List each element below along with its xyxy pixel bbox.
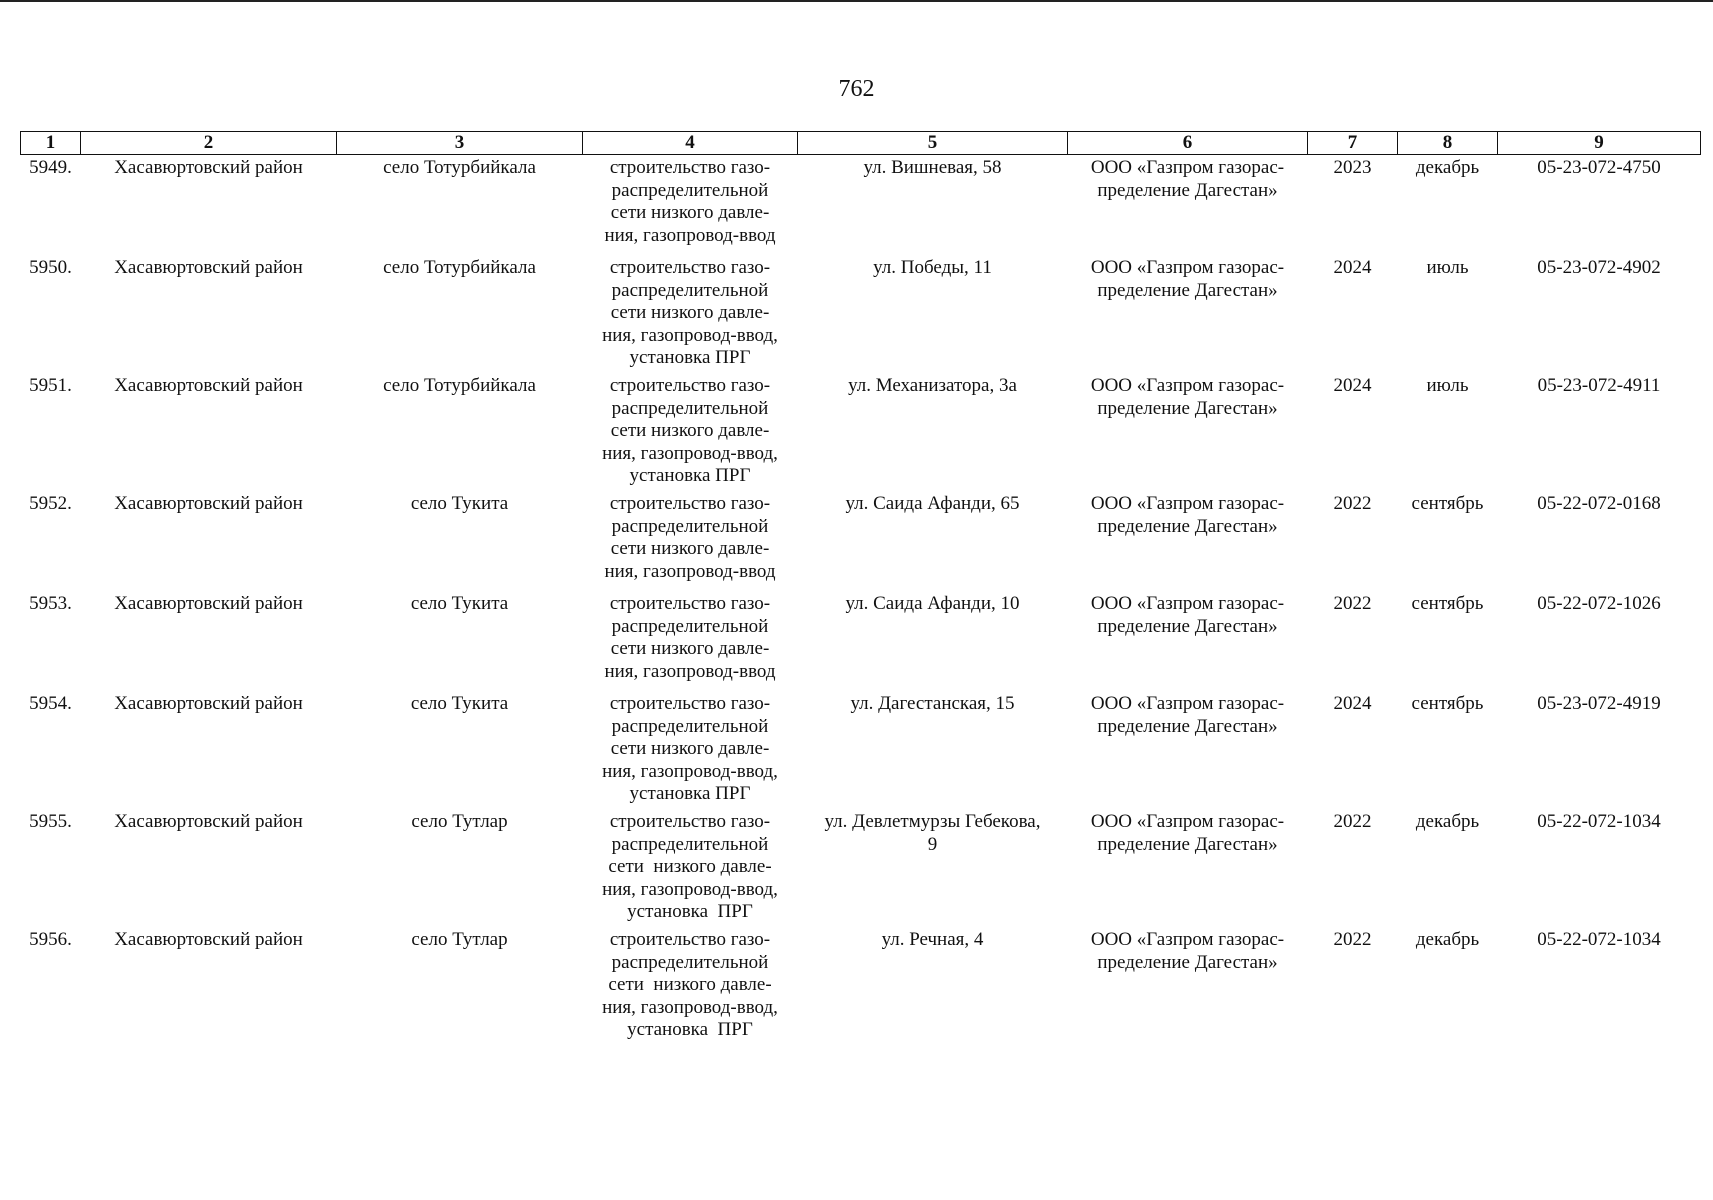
address-cell: ул. Саида Афанди, 10: [845, 593, 1020, 614]
village-cell: село Тутлар: [411, 811, 508, 832]
table-row: [21, 809, 1701, 927]
table-row: [21, 927, 1701, 1045]
organization-cell-line: ООО «Газпром газорас-: [1090, 593, 1285, 614]
village-cell: село Тотурбийкала: [383, 157, 536, 178]
column-header-6: 6: [1068, 132, 1308, 155]
work-description-cell-line: установка ПРГ: [629, 347, 751, 368]
district-cell: Хасавюртовский район: [114, 593, 303, 614]
village-cell: село Тукита: [410, 593, 509, 614]
district-cell: Хасавюртовский район: [114, 493, 303, 514]
work-description-cell-line: распределительной: [611, 179, 769, 201]
column-header-3: 3: [337, 132, 583, 155]
year-cell: 2024: [1333, 375, 1372, 396]
year-cell: 2024: [1333, 257, 1372, 278]
code-cell: 05-22-072-1034: [1537, 811, 1661, 832]
month-cell: сентябрь: [1411, 493, 1484, 514]
address-cell: ул. Механизатора, 3а: [848, 375, 1017, 396]
work-description-cell-line: строительство газо-: [609, 493, 771, 514]
row-number: 5956.: [29, 929, 72, 950]
organization-cell-line: пределение Дагестан»: [1097, 951, 1278, 973]
work-description-cell-line: строительство газо-: [609, 157, 771, 178]
column-header-5: 5: [798, 132, 1068, 155]
code-cell: 05-22-072-1026: [1537, 593, 1661, 614]
organization-cell-line: ООО «Газпром газорас-: [1090, 693, 1285, 714]
column-header-8: 8: [1398, 132, 1498, 155]
column-header-7: 7: [1308, 132, 1398, 155]
column-header-1: 1: [21, 132, 81, 155]
work-description-cell-line: установка ПРГ: [629, 465, 751, 486]
row-number: 5951.: [29, 375, 72, 396]
year-cell: 2022: [1333, 593, 1372, 614]
organization-cell: [1068, 373, 1308, 491]
column-header-2: 2: [81, 132, 337, 155]
table-header-row: [21, 132, 1701, 155]
organization-cell: [1068, 491, 1308, 591]
organization-cell-line: пределение Дагестан»: [1097, 515, 1278, 537]
work-description-cell-line: сети низкого давле-: [610, 202, 770, 223]
work-description-cell: [583, 491, 798, 591]
address-cell: [798, 809, 1068, 927]
work-description-cell-line: строительство газо-: [609, 593, 771, 614]
work-description-cell-line: строительство газо-: [609, 811, 771, 832]
work-description-cell-line: строительство газо-: [609, 693, 771, 714]
year-cell: 2022: [1333, 811, 1372, 832]
work-description-cell-line: распределительной: [611, 279, 769, 301]
organization-cell-line: пределение Дагестан»: [1097, 715, 1278, 737]
row-number: 5949.: [29, 157, 72, 178]
row-number: 5953.: [29, 593, 72, 614]
work-description-cell-line: сети низкого давле-: [608, 974, 772, 995]
organization-cell: [1068, 927, 1308, 1045]
table-row: [21, 255, 1701, 373]
work-description-cell-line: сети низкого давле-: [610, 638, 770, 659]
code-cell: 05-22-072-1034: [1537, 929, 1661, 950]
organization-cell: [1068, 809, 1308, 927]
village-cell: село Тотурбийкала: [383, 257, 536, 278]
address-cell: ул. Речная, 4: [881, 929, 984, 950]
table-row: [21, 155, 1701, 256]
work-description-cell: [583, 591, 798, 691]
village-cell: село Тотурбийкала: [383, 375, 536, 396]
work-description-cell-line: установка ПРГ: [627, 901, 753, 922]
work-description-cell-line: распределительной: [611, 515, 769, 537]
month-cell: декабрь: [1415, 157, 1480, 178]
work-description-cell-line: ния, газопровод-ввод,: [602, 442, 778, 464]
address-cell: ул. Дагестанская, 15: [850, 693, 1015, 714]
district-cell: Хасавюртовский район: [114, 257, 303, 278]
code-cell: 05-23-072-4919: [1537, 693, 1661, 714]
address-cell: ул. Победы, 11: [873, 257, 992, 278]
code-cell: 05-23-072-4902: [1537, 257, 1661, 278]
month-cell: июль: [1426, 375, 1469, 396]
work-description-cell-line: ния, газопровод-ввод,: [602, 760, 778, 782]
work-description-cell: [583, 927, 798, 1045]
village-cell: село Тукита: [410, 693, 509, 714]
district-cell: Хасавюртовский район: [114, 375, 303, 396]
district-cell: Хасавюртовский район: [114, 157, 303, 178]
organization-cell: [1068, 691, 1308, 809]
organization-cell-line: пределение Дагестан»: [1097, 179, 1278, 201]
district-cell: Хасавюртовский район: [114, 693, 303, 714]
month-cell: декабрь: [1415, 929, 1480, 950]
work-description-cell-line: распределительной: [611, 833, 769, 855]
month-cell: сентябрь: [1411, 693, 1484, 714]
year-cell: 2022: [1333, 929, 1372, 950]
organization-cell-line: пределение Дагестан»: [1097, 833, 1278, 855]
work-description-cell: [583, 155, 798, 256]
address-cell: ул. Вишневая, 58: [863, 157, 1002, 178]
organization-cell-line: ООО «Газпром газорас-: [1090, 375, 1285, 396]
work-description-cell-line: строительство газо-: [609, 929, 771, 950]
code-cell: 05-23-072-4750: [1537, 157, 1661, 178]
registry-table: [20, 131, 1701, 1045]
work-description-cell-line: ния, газопровод-ввод,: [602, 996, 778, 1018]
address-cell: ул. Саида Афанди, 65: [845, 493, 1020, 514]
organization-cell: [1068, 155, 1308, 256]
work-description-cell: [583, 691, 798, 809]
table-body: [21, 155, 1701, 1046]
organization-cell-line: ООО «Газпром газорас-: [1090, 493, 1285, 514]
organization-cell-line: пределение Дагестан»: [1097, 397, 1278, 419]
organization-cell-line: пределение Дагестан»: [1097, 279, 1278, 301]
work-description-cell-line: ния, газопровод-ввод,: [602, 878, 778, 900]
page-number: 762: [838, 76, 875, 102]
organization-cell-line: пределение Дагестан»: [1097, 615, 1278, 637]
row-number: 5955.: [29, 811, 72, 832]
work-description-cell: [583, 373, 798, 491]
table-row: [21, 373, 1701, 491]
code-cell: 05-23-072-4911: [1537, 375, 1661, 396]
work-description-cell-line: сети низкого давле-: [610, 420, 770, 441]
table-row: [21, 491, 1701, 591]
row-number: 5950.: [29, 257, 72, 278]
page-top-border: [0, 0, 1713, 2]
work-description-cell-line: строительство газо-: [609, 257, 771, 278]
table-row: [21, 691, 1701, 809]
work-description-cell-line: строительство газо-: [609, 375, 771, 396]
work-description-cell-line: установка ПРГ: [627, 1019, 753, 1040]
organization-cell-line: ООО «Газпром газорас-: [1090, 157, 1285, 178]
code-cell: 05-22-072-0168: [1537, 493, 1661, 514]
district-cell: Хасавюртовский район: [114, 811, 303, 832]
work-description-cell-line: ния, газопровод-ввод: [604, 560, 776, 582]
work-description-cell-line: распределительной: [611, 715, 769, 737]
column-header-9: 9: [1498, 132, 1701, 155]
month-cell: июль: [1426, 257, 1469, 278]
row-number: 5952.: [29, 493, 72, 514]
work-description-cell: [583, 255, 798, 373]
organization-cell-line: ООО «Газпром газорас-: [1090, 929, 1285, 950]
work-description-cell-line: сети низкого давле-: [610, 538, 770, 559]
address-cell-line: ул. Девлетмурзы Гебекова,: [824, 811, 1041, 832]
work-description-cell-line: ния, газопровод-ввод: [604, 224, 776, 246]
village-cell: село Тутлар: [411, 929, 508, 950]
column-header-4: 4: [583, 132, 798, 155]
work-description-cell: [583, 809, 798, 927]
row-number: 5954.: [29, 693, 72, 714]
table-row: [21, 591, 1701, 691]
year-cell: 2022: [1333, 493, 1372, 514]
work-description-cell-line: установка ПРГ: [629, 783, 751, 804]
work-description-cell-line: распределительной: [611, 951, 769, 973]
work-description-cell-line: ния, газопровод-ввод,: [602, 324, 778, 346]
organization-cell-line: ООО «Газпром газорас-: [1090, 257, 1285, 278]
work-description-cell-line: распределительной: [611, 615, 769, 637]
work-description-cell-line: сети низкого давле-: [610, 738, 770, 759]
work-description-cell-line: распределительной: [611, 397, 769, 419]
village-cell: село Тукита: [410, 493, 509, 514]
year-cell: 2024: [1333, 693, 1372, 714]
district-cell: Хасавюртовский район: [114, 929, 303, 950]
year-cell: 2023: [1333, 157, 1372, 178]
work-description-cell-line: ния, газопровод-ввод: [604, 660, 776, 682]
address-cell-line: 9: [927, 833, 938, 855]
organization-cell-line: ООО «Газпром газорас-: [1090, 811, 1285, 832]
organization-cell: [1068, 255, 1308, 373]
work-description-cell-line: сети низкого давле-: [608, 856, 772, 877]
work-description-cell-line: сети низкого давле-: [610, 302, 770, 323]
month-cell: декабрь: [1415, 811, 1480, 832]
organization-cell: [1068, 591, 1308, 691]
month-cell: сентябрь: [1411, 593, 1484, 614]
